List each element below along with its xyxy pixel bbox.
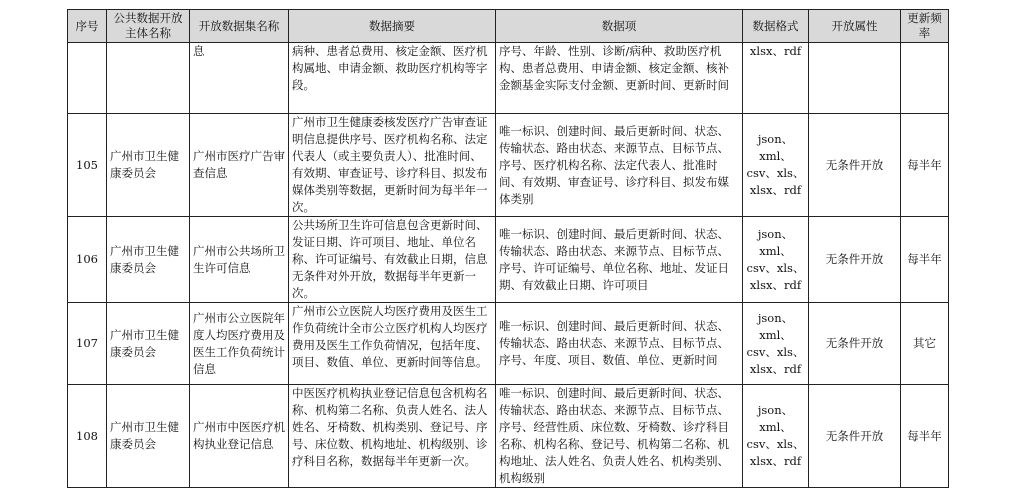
- table-row: [68, 114, 949, 217]
- header-row: [68, 10, 949, 43]
- table-row: [68, 385, 949, 488]
- cell-format: json、xml、csv、xls、xlsx、rdf: [743, 385, 809, 488]
- open-data-table: [67, 9, 949, 488]
- table-row: [68, 217, 949, 303]
- header-seq: 序号: [68, 10, 107, 43]
- cell-seq: 108: [68, 385, 107, 488]
- cell-entity: 广州市卫生健康委员会: [107, 385, 190, 488]
- cell-frequency: 每半年: [901, 385, 949, 488]
- cell-seq: 105: [68, 114, 107, 217]
- cell-open-attr: [809, 43, 901, 114]
- cell-entity: 广州市卫生健康委员会: [107, 303, 190, 385]
- header-format: 数据格式: [743, 10, 809, 43]
- cell-items: 唯一标识、创建时间、最后更新时间、状态、传输状态、路由状态、来源节点、目标节点、序号、年度、项目、数值、单位、更新时间: [496, 303, 743, 385]
- cell-format: json、xml、csv、xls、xlsx、rdf: [743, 217, 809, 303]
- cell-items: 唯一标识、创建时间、最后更新时间、状态、传输状态、路由状态、来源节点、目标节点、序号、医疗机构名称、法定代表人、批准时间、有效期、审查证号、诊疗科目、拟发布媒体类别: [496, 114, 743, 217]
- cell-entity: 广州市卫生健康委员会: [107, 114, 190, 217]
- cell-items: 序号、年龄、性别、诊断/病种、救助医疗机构、患者总费用、申请金额、核定金额、核补金额基金实际支付金额、更新时间、更新时间: [496, 43, 743, 114]
- cell-seq: [68, 43, 107, 114]
- header-dataset: 开放数据集名称: [190, 10, 289, 43]
- table-row: [68, 303, 949, 385]
- cell-open-attr: 无条件开放: [809, 114, 901, 217]
- cell-frequency: 其它: [901, 303, 949, 385]
- table-row: [68, 43, 949, 114]
- cell-summary: 广州市公立医院人均医疗费用及医生工作负荷统计全市公立医疗机构人均医疗费用及医生工作负荷情况，包括年度、项目、数值、单位、更新时间等信息。: [289, 303, 496, 385]
- cell-seq: 107: [68, 303, 107, 385]
- cell-dataset: 广州市公立医院年度人均医疗费用及医生工作负荷统计信息: [190, 303, 289, 385]
- cell-summary: 公共场所卫生许可信息包含更新时间、发证日期、许可项目、地址、单位名称、许可证编号、有效截止日期，信息无条件对外开放，数据每半年更新一次。: [289, 217, 496, 303]
- cell-summary: 广州市卫生健康委核发医疗广告审查证明信息提供序号、医疗机构名称、法定代表人（或主要负责人）、批准时间、有效期、审查证号、诊疗科目、拟发布媒体类别等数据，更新时间为每半年一次。: [289, 114, 496, 217]
- cell-seq: 106: [68, 217, 107, 303]
- cell-format: json、xml、csv、xls、xlsx、rdf: [743, 303, 809, 385]
- cell-frequency: [901, 43, 949, 114]
- cell-entity: [107, 43, 190, 114]
- cell-dataset: 广州市中医医疗机构执业登记信息: [190, 385, 289, 488]
- header-entity: 公共数据开放主体名称: [107, 10, 190, 43]
- cell-frequency: 每半年: [901, 114, 949, 217]
- cell-open-attr: 无条件开放: [809, 303, 901, 385]
- header-frequency: 更新频率: [901, 10, 949, 43]
- header-items: 数据项: [496, 10, 743, 43]
- cell-entity: 广州市卫生健康委员会: [107, 217, 190, 303]
- cell-frequency: 每半年: [901, 217, 949, 303]
- cell-dataset: 广州市医疗广告审查信息: [190, 114, 289, 217]
- cell-format: json、xml、csv、xls、xlsx、rdf: [743, 114, 809, 217]
- cell-summary: 病种、患者总费用、核定金额、医疗机构属地、申请金额、救助医疗机构等字段。: [289, 43, 496, 114]
- cell-open-attr: 无条件开放: [809, 385, 901, 488]
- cell-items: 唯一标识、创建时间、最后更新时间、状态、传输状态、路由状态、来源节点、目标节点、序号、许可证编号、单位名称、地址、发证日期、有效截止日期、许可项目: [496, 217, 743, 303]
- cell-summary: 中医医疗机构执业登记信息包含机构名称、机构第二名称、负责人姓名、法人姓名、牙椅数、机构类别、登记号、序号、床位数、机构地址、机构级别、诊疗科目名称，数据每半年更新一次。: [289, 385, 496, 488]
- header-open-attr: 开放属性: [809, 10, 901, 43]
- cell-dataset: 广州市公共场所卫生许可信息: [190, 217, 289, 303]
- cell-dataset: 息: [190, 43, 289, 114]
- cell-items: 唯一标识、创建时间、最后更新时间、状态、传输状态、路由状态、来源节点、目标节点、序号、经营性质、床位数、牙椅数、诊疗科目名称、机构名称、登记号、机构第二名称、机构地址、法人姓名、负责人姓名、机构类别、机构级别: [496, 385, 743, 488]
- cell-open-attr: 无条件开放: [809, 217, 901, 303]
- cell-format: xlsx、rdf: [743, 43, 809, 114]
- header-summary: 数据摘要: [289, 10, 496, 43]
